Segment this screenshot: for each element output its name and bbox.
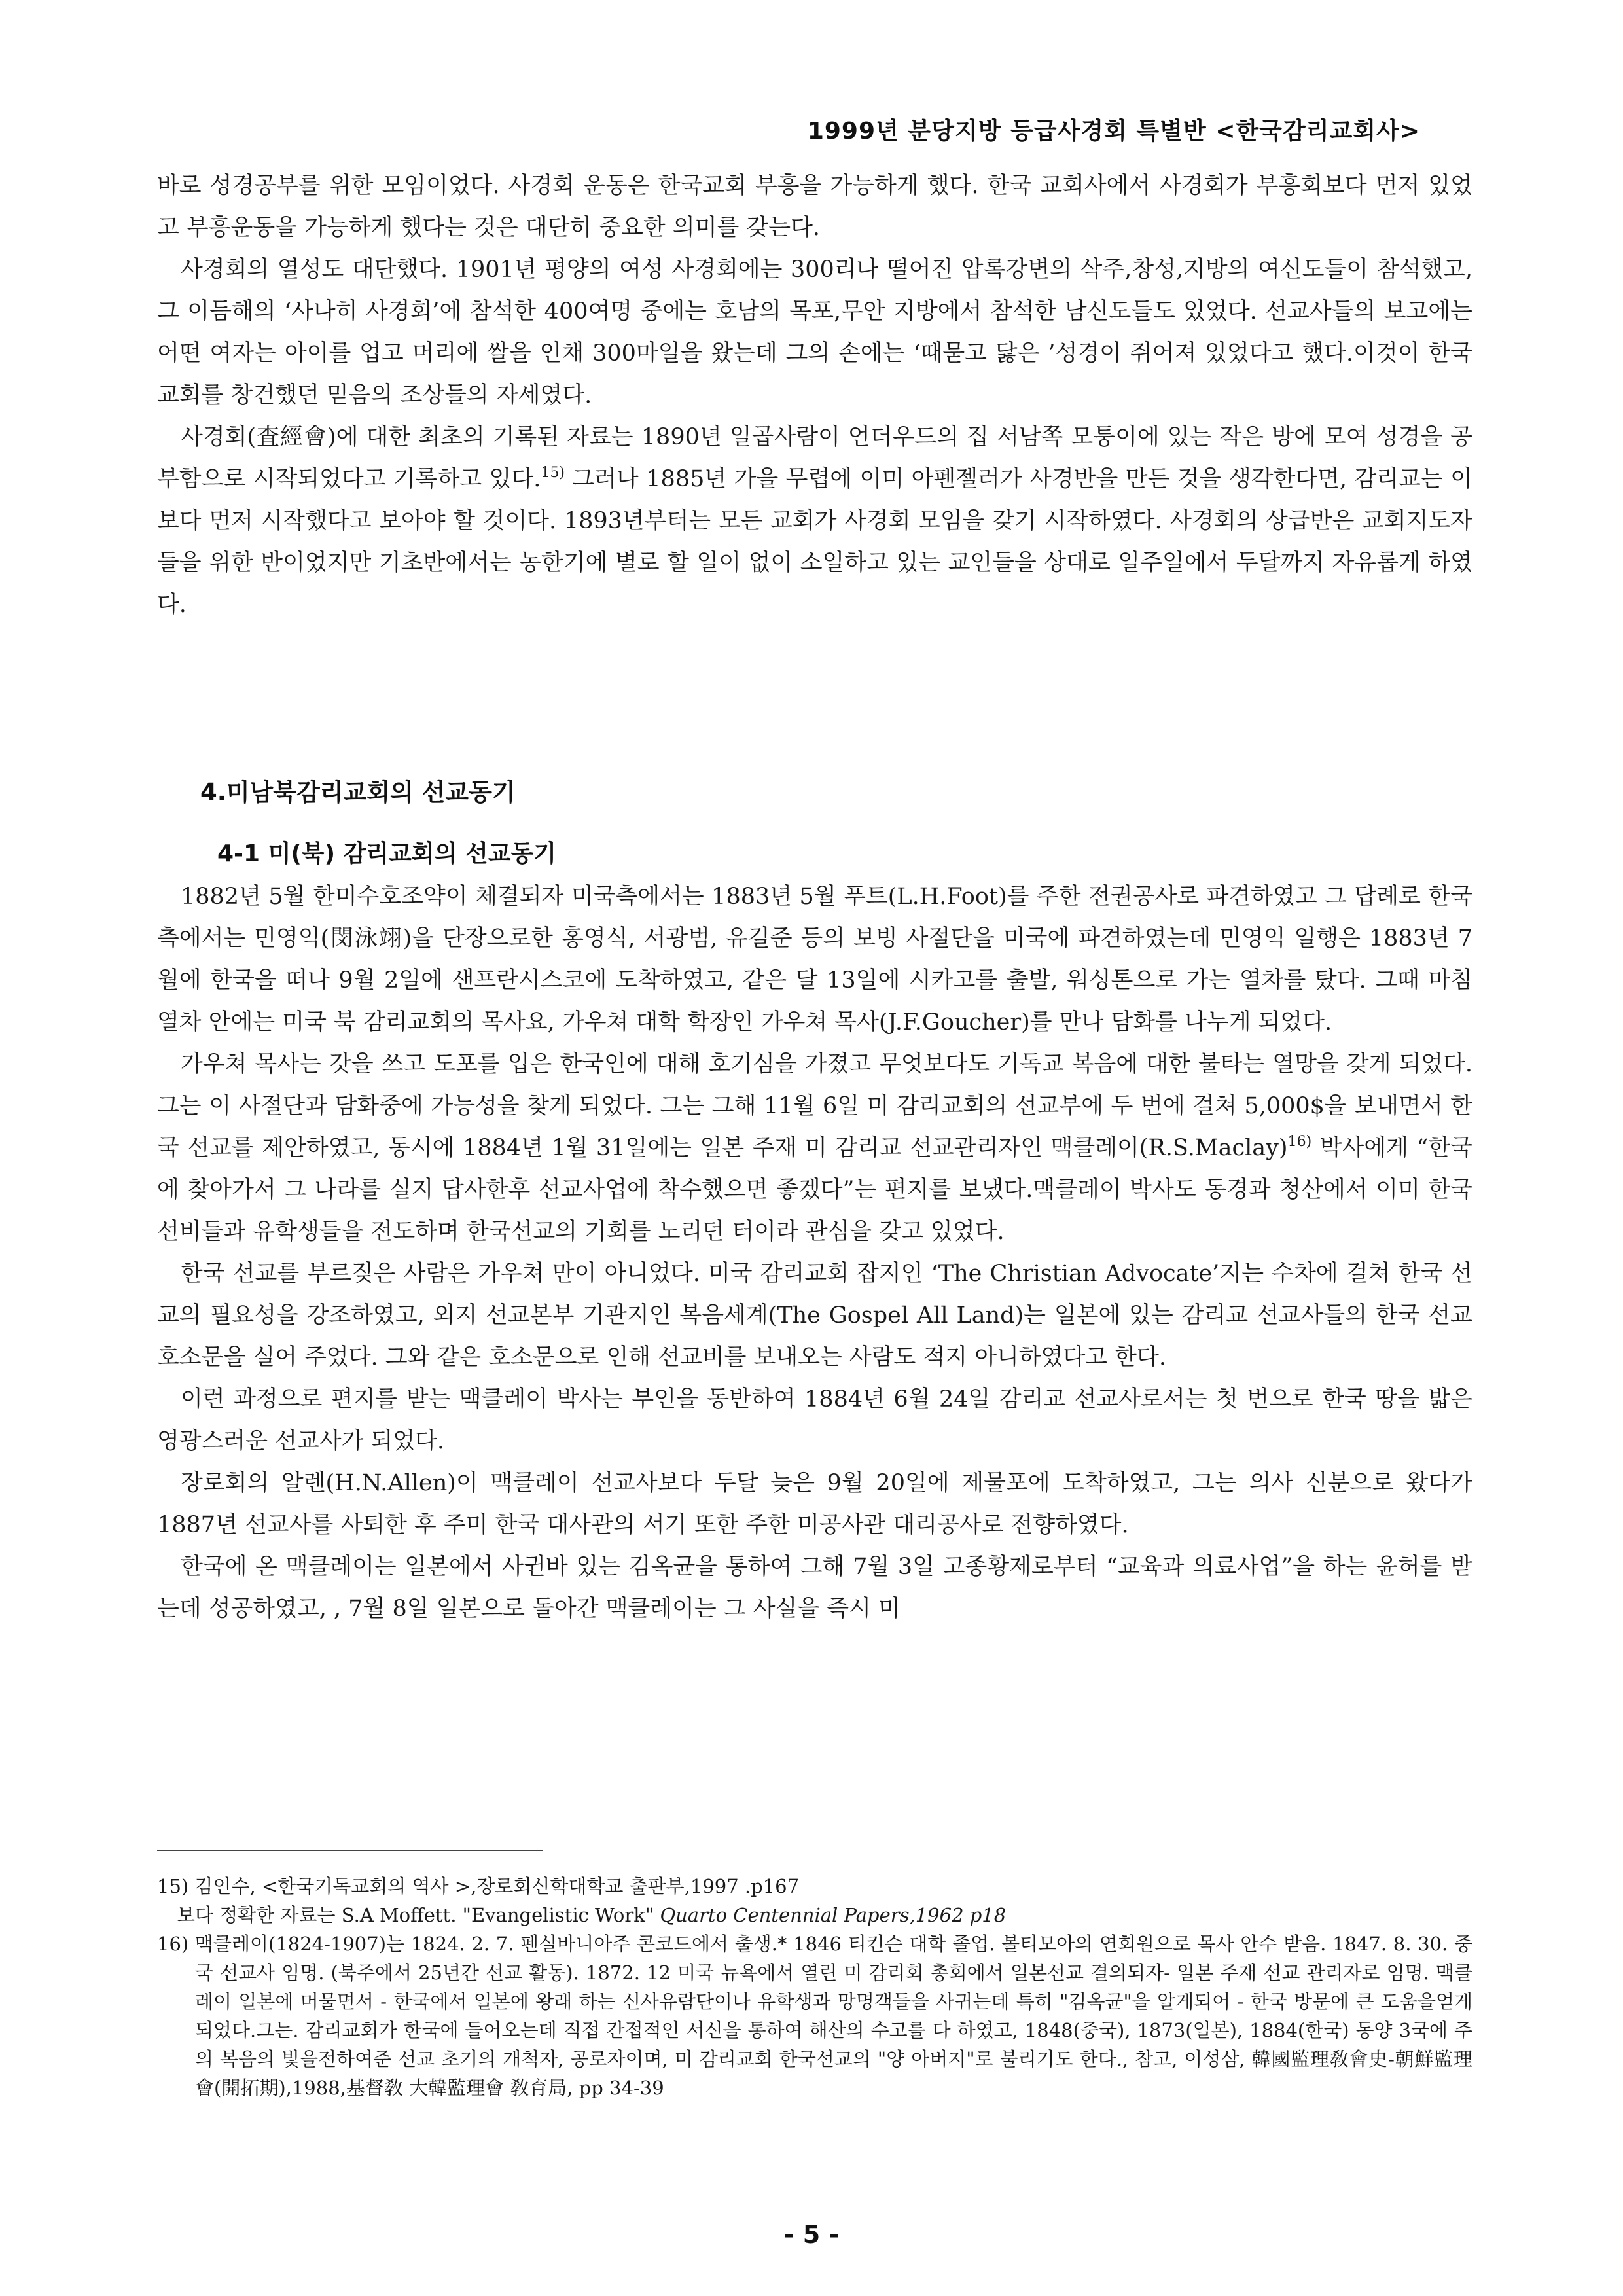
footnote-16: 16) 맥클레이(1824-1907)는 1824. 2. 7. 펜실바니아주 콘코드에서 출생.* 1846 티킨슨 대학 졸업. 볼티모아의 연회원으로 목사 안수 받음. 1847. 8. 30. 중국 선교사 임명. (북주에서 25년간 선교 활동). 1872. 12 미국 뉴욕에서 열린 미 감리회 총회에서 일본선교 결의되자- 일본 주재 선교 관리자로 임명. 맥클레이 일본에 머물면서 - 한국에서 일본에 왕래 하는 신사유람단이나 유학생과 망명객들을 사귀는데 특히 "김옥균"을 알게되어 - 한국 방문에 큰 도움을얻게 되었다.그는. 감리교회가 한국에 들어오는데 직접 간접적인 서신을 통하여 해산의 수고를 다 하였고, 1848(중국), 1873(일본), 1884(한국) 동양 3국에 주의 복음의 빛을전하여준 선교 초기의 개척자, 공로자이며, 미 감리교회 한국선교의 "양 아버지"로 불리기도 한다., 참고, 이성삼, 韓國監理敎會史-朝鮮監理會(開拓期),1988,基督敎 大韓監理會 敎育局, pp 34-39 <box>157 1933 1472 2099</box>
paragraph-text: 가우쳐 목사는 갓을 쓰고 도포를 입은 한국인에 대해 호기심을 가졌고 무엇보다도 기독교 복음에 대한 불타는 열망을 갖게 되었다. 그는 이 사절단과 담화중에 가능성을 찾게 되었다. 그는 그해 11월 6일 미 감리교회의 선교부에 두 번에 걸쳐 5,000$을 보내면서 한국 선교를 제안하였고, 동시에 1884년 1월 31일에는 일본 주재 미 감리교 선교관리자인 맥클레이(R.S.Maclay) <box>157 1051 1472 1161</box>
footnote-15: 15) 김인수, <한국기독교회의 역사 >,장로회신학대학교 출판부,1997 .p167 <box>157 1875 800 1897</box>
subsection-heading: 4-1 미(북) 감리교회의 선교동기 <box>217 840 557 867</box>
paragraph <box>157 1043 1472 1253</box>
running-header: 1999년 분당지방 등급사경회 특별반 <한국감리교회사> <box>807 118 1420 145</box>
footnotes <box>157 1872 1472 2102</box>
paragraph-text: 사경회(査經會)에 대한 최초의 기록된 자료는 1890년 일곱사람이 언더우드의 집 서남쪽 모퉁이에 있는 작은 방에 모여 성경을 공부함으로 시작되었다고 기록하고 있다. <box>157 424 1472 492</box>
paragraph: 1882년 5월 한미수호조약이 체결되자 미국측에서는 1883년 5월 푸트(L.H.Foot)를 주한 전권공사로 파견하였고 그 답례로 한국측에서는 민영익(閔泳翊)을 단장으로한 홍영식, 서광범, 유길준 등의 보빙 사절단을 미국에 파견하였는데 민영익 일행은 1883년 7월에 한국을 떠나 9월 2일에 샌프란시스코에 도착하였고, 같은 달 13일에 시카고를 출발, 워싱톤으로 가는 열차를 탔다. 그때 마침 열차 안에는 미국 북 감리교회의 목사요, 가우쳐 대학 학장인 가우쳐 목사(J.F.Goucher)를 만나 담화를 나누게 되었다. <box>157 884 1472 1035</box>
mission-motive-section <box>157 876 1472 1630</box>
paragraph: 이런 과정으로 편지를 받는 맥클레이 박사는 부인을 동반하여 1884년 6월 24일 감리교 선교사로서는 첫 번으로 한국 땅을 밟은 영광스러운 선교사가 되었다. <box>157 1386 1472 1454</box>
paragraph: 바로 성경공부를 위한 모임이었다. 사경회 운동은 한국교회 부흥을 가능하게 했다. 한국 교회사에서 사경회가 부흥회보다 먼저 있었고 부흥운동을 가능하게 했다는 것은 대단히 중요한 의미를 갖는다. <box>157 173 1472 241</box>
footnote-italic-title: Quarto Centennial Papers,1962 p18 <box>660 1904 1007 1926</box>
paragraph: 한국에 온 맥클레이는 일본에서 사귄바 있는 김옥균을 통하여 그해 7월 3일 고종황제로부터 “교육과 의료사업”을 하는 윤허를 받는데 성공하였고, , 7월 8일 일본으로 돌아간 맥클레이는 그 사실을 즉시 미 <box>157 1554 1472 1622</box>
paragraph-text: 그러나 1885년 가을 무렵에 이미 아펜젤러가 사경반을 만든 것을 생각한다면, 감리교는 이보다 먼저 시작했다고 보아야 할 것이다. 1893년부터는 모든 교회가 사경회 모임을 갖기 시작하였다. 사경회의 상급반은 교회지도자들을 위한 반이었지만 기초반에서는 농한기에 별로 할 일이 없이 소일하고 있는 교인들을 상대로 일주일에서 두달까지 자유롭게 하였다. <box>157 466 1472 618</box>
footnote-divider <box>157 1850 543 1851</box>
footnote-ref-15[interactable]: 15) <box>541 465 565 481</box>
footnote-ref-16[interactable]: 16) <box>1287 1134 1312 1150</box>
paragraph <box>157 416 1472 626</box>
footnote-text: 보다 정확한 자료는 S.A Moffett. "Evangelistic Work" <box>177 1904 660 1926</box>
intro-section <box>157 165 1472 626</box>
footnote-15-continuation <box>157 1901 1472 1929</box>
paragraph-text: 박사에게 “한국에 찾아가서 그 나라를 실지 답사한후 선교사업에 착수했으면 좋겠다”는 편지를 보냈다.맥클레이 박사도 동경과 청산에서 이미 한국 선비들과 유학생들을 전도하며 한국선교의 기회를 노리던 터이라 관심을 갖고 있었다. <box>157 1135 1472 1245</box>
paragraph: 한국 선교를 부르짖은 사람은 가우쳐 만이 아니었다. 미국 감리교회 잡지인 ‘The Christian Advocate’지는 수차에 걸쳐 한국 선교의 필요성을 강조하였고, 외지 선교본부 기관지인 복음세계(The Gospel All Land)는 일본에 있는 감리교 선교사들의 한국 선교 호소문을 실어 주었다. 그와 같은 호소문으로 인해 선교비를 보내오는 사람도 적지 아니하였다고 한다. <box>157 1261 1472 1371</box>
page-number: - 5 - <box>783 2220 840 2249</box>
paragraph: 사경회의 열성도 대단했다. 1901년 평양의 여성 사경회에는 300리나 떨어진 압록강변의 삭주,창성,지방의 여신도들이 참석했고, 그 이듬해의 ‘사나히 사경회’에 참석한 400여명 중에는 호남의 목포,무안 지방에서 참석한 남신도들도 있었다. 선교사들의 보고에는 어떤 여자는 아이를 업고 머리에 쌀을 인채 300마일을 왔는데 그의 손에는 ‘때묻고 닳은 ’성경이 쥐어져 있었다고 했다.이것이 한국교회를 창건했던 믿음의 조상들의 자세였다. <box>157 257 1472 408</box>
paragraph: 장로회의 알렌(H.N.Allen)이 맥클레이 선교사보다 두달 늦은 9월 20일에 제물포에 도착하였고, 그는 의사 신분으로 왔다가 1887년 선교사를 사퇴한 후 주미 한국 대사관의 서기 또한 주한 미공사관 대리공사로 전향하였다. <box>157 1470 1472 1538</box>
section-heading: 4.미남북감리교회의 선교동기 <box>200 778 516 806</box>
